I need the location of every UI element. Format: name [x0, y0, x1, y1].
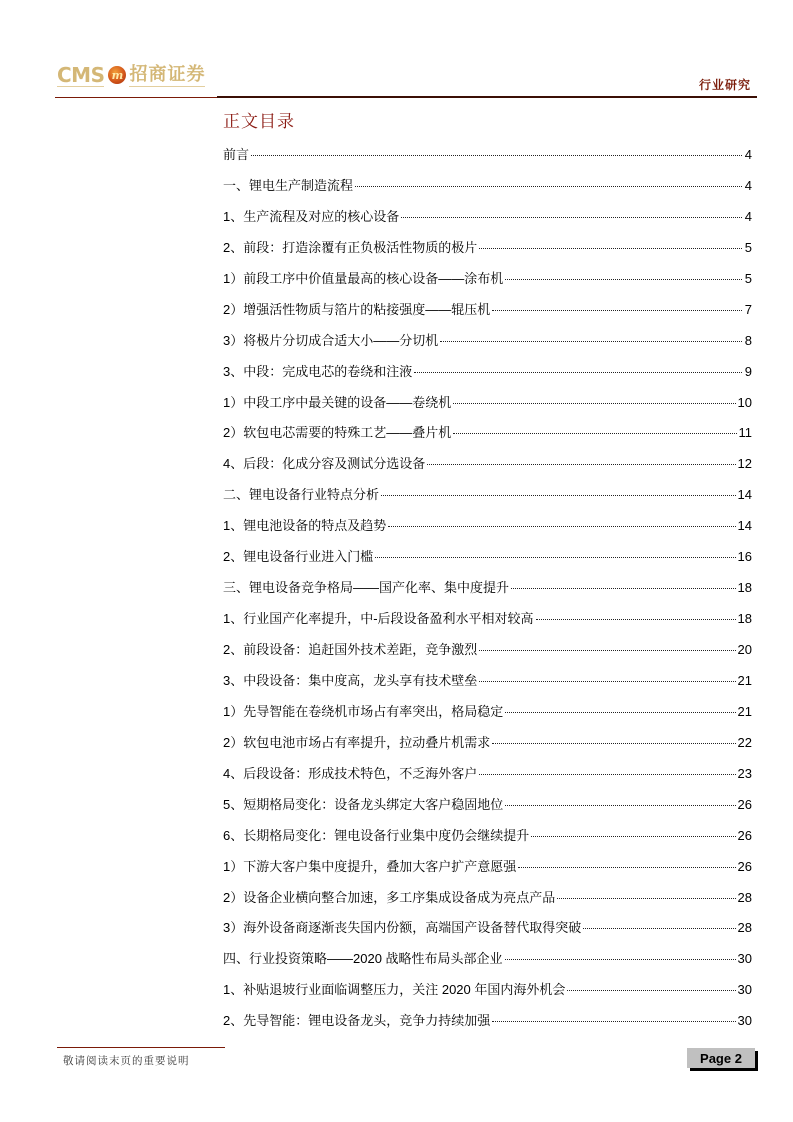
toc-dot-leader [479, 248, 742, 249]
header-divider-left [55, 97, 217, 98]
toc-entry-page[interactable]: 14 [737, 487, 752, 503]
toc-entry[interactable] [223, 950, 752, 981]
toc-entry[interactable] [223, 332, 752, 363]
toc-entry-label[interactable]: 一、锂电生产制造流程 [223, 177, 354, 193]
toc-dot-leader [251, 155, 742, 156]
toc-entry[interactable] [223, 579, 752, 610]
toc-entry[interactable] [223, 424, 752, 455]
toc-entry[interactable] [223, 610, 752, 641]
toc-entry-label[interactable]: 2）软包电池市场占有率提升，拉动叠片机需求 [223, 734, 491, 750]
toc-entry-page[interactable]: 28 [737, 920, 752, 936]
toc-dot-leader [511, 588, 736, 589]
toc-entry-label[interactable]: 3）海外设备商逐渐丧失国内份额，高端国产设备替代取得突破 [223, 920, 582, 936]
toc-entry-page[interactable]: 21 [737, 672, 752, 688]
toc-entry-label[interactable]: 2）增强活性物质与箔片的粘接强度——辊压机 [223, 301, 491, 317]
toc-entry[interactable] [223, 919, 752, 950]
toc-dot-leader [492, 743, 735, 744]
toc-entry[interactable] [223, 858, 752, 889]
toc-entry[interactable] [223, 1012, 752, 1043]
toc-dot-leader [381, 495, 736, 496]
disclaimer-note: 敬请阅读末页的重要说明 [63, 1055, 190, 1067]
toc-entry[interactable] [223, 641, 752, 672]
toc-dot-leader [492, 310, 742, 311]
toc-entry-label[interactable]: 4、后段设备：形成技术特色，不乏海外客户 [223, 765, 478, 781]
toc-dot-leader [518, 867, 735, 868]
toc-dot-leader [479, 650, 735, 651]
toc-entry[interactable] [223, 177, 752, 208]
toc-entry-page[interactable]: 8 [744, 332, 752, 348]
logo-badge-icon: m [108, 66, 126, 84]
toc-entry-page[interactable]: 4 [744, 177, 752, 193]
company-logo [57, 62, 205, 88]
toc-dot-leader [505, 805, 735, 806]
toc-entry-page[interactable]: 28 [737, 889, 752, 905]
toc-dot-leader [505, 959, 736, 960]
page-number-badge: Page 2 [687, 1048, 755, 1068]
toc-entry[interactable] [223, 146, 752, 177]
toc-entry-label[interactable]: 1、行业国产化率提升，中-后段设备盈利水平相对较高 [223, 611, 534, 627]
toc-entry[interactable] [223, 208, 752, 239]
toc-entry-page[interactable]: 5 [744, 239, 752, 255]
toc-entry-page[interactable]: 5 [744, 270, 752, 286]
toc-entry-label[interactable]: 3、中段：完成电芯的卷绕和注液 [223, 363, 413, 379]
report-category: 行业研究 [698, 78, 751, 92]
toc-entry-page[interactable]: 26 [737, 858, 752, 874]
toc-entry-label[interactable]: 1、补贴退坡行业面临调整压力，关注 2020 年国内海外机会 [223, 982, 566, 998]
toc-entry-label[interactable]: 二、锂电设备行业特点分析 [223, 487, 380, 503]
toc-dot-leader [453, 433, 736, 434]
toc-title: 正文目录 [223, 112, 295, 131]
toc-dot-leader [557, 898, 735, 899]
logo-chinese-name: 招商证券 [129, 63, 206, 85]
toc-dot-leader [505, 279, 742, 280]
toc-entry-page[interactable]: 26 [737, 796, 752, 812]
toc-entry-page[interactable]: 7 [744, 301, 752, 317]
footer-divider [57, 1047, 225, 1048]
toc-dot-leader [479, 681, 735, 682]
toc-dot-leader [492, 1021, 735, 1022]
toc-entry-page[interactable]: 30 [737, 982, 752, 998]
toc-entry-label[interactable]: 3）将极片分切成合适大小——分切机 [223, 332, 439, 348]
toc-dot-leader [453, 403, 735, 404]
toc-dot-leader [388, 526, 735, 527]
toc-entry-page[interactable]: 23 [737, 765, 752, 781]
toc-entry-label[interactable]: 2）设备企业横向整合加速，多工序集成设备成为亮点产品 [223, 889, 556, 905]
toc-entry-label[interactable]: 三、锂电设备竞争格局——国产化率、集中度提升 [223, 580, 510, 596]
toc-entry-page[interactable]: 30 [737, 951, 752, 967]
toc-entry-page[interactable]: 26 [737, 827, 752, 843]
toc-entry[interactable] [223, 270, 752, 301]
toc-entry[interactable] [223, 981, 752, 1012]
toc-entry[interactable] [223, 394, 752, 425]
toc-entry-page[interactable]: 16 [737, 549, 752, 565]
toc-entry-page[interactable]: 21 [737, 703, 752, 719]
toc-entry-page[interactable]: 10 [737, 394, 752, 410]
toc-dot-leader [427, 464, 735, 465]
toc-entry[interactable] [223, 827, 752, 858]
toc-entry[interactable] [223, 548, 752, 579]
toc-dot-leader [375, 557, 735, 558]
toc-entry-page[interactable]: 22 [737, 734, 752, 750]
toc-entry-label[interactable]: 2、前段设备：追赶国外技术差距，竞争激烈 [223, 642, 478, 657]
toc-entry-page[interactable]: 18 [737, 611, 752, 627]
toc-entry-page[interactable]: 9 [744, 363, 752, 379]
toc-entry[interactable] [223, 239, 752, 270]
toc-dot-leader [536, 619, 736, 620]
toc-entry-label[interactable]: 四、行业投资策略——2020 战略性布局头部企业 [223, 951, 503, 967]
toc-entry[interactable] [223, 672, 752, 703]
toc-dot-leader [583, 928, 735, 929]
toc-entry-page[interactable]: 4 [744, 147, 752, 162]
toc-entry-label[interactable]: 3、中段设备：集中度高，龙头享有技术壁垒 [223, 672, 478, 688]
toc-entry-label[interactable]: 1）先导智能在卷绕机市场占有率突出，格局稳定 [223, 703, 504, 719]
toc-dot-leader [567, 990, 735, 991]
logo-cms-text: CMS [57, 62, 105, 87]
toc-entry-label[interactable]: 5、短期格局变化：设备龙头绑定大客户稳固地位 [223, 796, 504, 812]
toc-entry[interactable] [223, 363, 752, 394]
toc-dot-leader [440, 341, 742, 342]
toc-entry-page[interactable]: 14 [737, 518, 752, 534]
toc-dot-leader [531, 836, 735, 837]
toc-entry-label[interactable]: 1）前段工序中价值量最高的核心设备——涂布机 [223, 270, 504, 286]
toc-entry[interactable] [223, 301, 752, 332]
toc-entry[interactable] [223, 734, 752, 765]
toc-entry-label[interactable]: 6、长期格局变化：锂电设备行业集中度仍会继续提升 [223, 827, 530, 843]
toc-entry-label[interactable]: 2）软包电芯需要的特殊工艺——叠片机 [223, 425, 452, 441]
toc-entry-label[interactable]: 前言 [223, 147, 250, 162]
toc-entry[interactable] [223, 486, 752, 517]
toc-entry[interactable] [223, 517, 752, 548]
header-divider-right [217, 96, 757, 98]
toc-entry-page[interactable]: 30 [737, 1013, 752, 1029]
toc-entry-page[interactable]: 12 [737, 456, 752, 472]
toc-dot-leader [401, 217, 742, 218]
toc-entry[interactable] [223, 765, 752, 796]
toc-entry-label[interactable]: 1）中段工序中最关键的设备——卷绕机 [223, 394, 452, 410]
toc-entry[interactable] [223, 889, 752, 920]
toc-entry-label[interactable]: 2、前段：打造涂覆有正负极活性物质的极片 [223, 239, 478, 255]
toc-dot-leader [505, 712, 735, 713]
toc-entry-page[interactable]: 18 [737, 580, 752, 596]
toc-dot-leader [414, 372, 742, 373]
toc-entry-page[interactable]: 11 [738, 425, 752, 441]
toc-entry-label[interactable]: 1、生产流程及对应的核心设备 [223, 208, 400, 224]
toc-entry-label[interactable]: 1、锂电池设备的特点及趋势 [223, 518, 387, 534]
toc-dot-leader [479, 774, 735, 775]
toc-entry[interactable] [223, 796, 752, 827]
toc-entry[interactable] [223, 455, 752, 486]
toc-entry-label[interactable]: 2、锂电设备行业进入门槛 [223, 549, 374, 565]
toc-entry-page[interactable]: 20 [737, 642, 752, 657]
table-of-contents [223, 146, 752, 1043]
toc-entry-page[interactable]: 4 [744, 208, 752, 224]
toc-entry[interactable] [223, 703, 752, 734]
toc-entry-label[interactable]: 4、后段：化成分容及测试分选设备 [223, 456, 426, 472]
toc-entry-label[interactable]: 2、先导智能：锂电设备龙头，竞争力持续加强 [223, 1013, 491, 1029]
toc-dot-leader [355, 186, 742, 187]
toc-entry-label[interactable]: 1）下游大客户集中度提升，叠加大客户扩产意愿强 [223, 858, 517, 874]
